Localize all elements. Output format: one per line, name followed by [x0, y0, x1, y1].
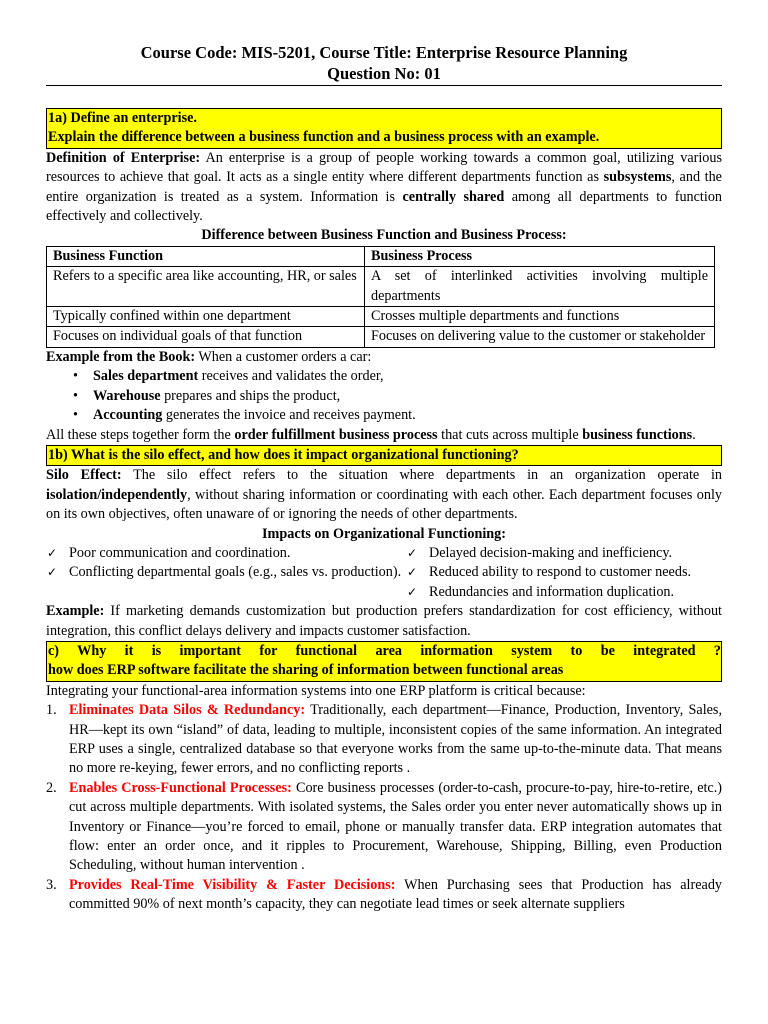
table-cell: Focuses on individual goals of that function [47, 327, 365, 347]
example-summary: All these steps together form the order fulfillment business process that cuts across multiple business functions. [46, 426, 696, 443]
table-cell: Focuses on delivering value to the customer or stakeholder [365, 327, 715, 347]
table-caption: Difference between Business Function and Business Process: [201, 227, 567, 244]
table-cell: Refers to a specific area like accounting, HR, or sales [47, 267, 365, 307]
checkmark-icon: ✓ [407, 545, 418, 560]
document-page [46, 42, 722, 915]
silo-definition: Silo Effect: The silo effect refers to the situation where departments in an organization operate in isolation/independently, without sharing information or coordinating with each other. Each department focuses only on its own objectives, often unaware of or ignoring the needs of other departments. [46, 467, 722, 523]
list-item: ✓ Reduced ability to respond to customer needs. [406, 563, 722, 582]
question-number: Question No: 01 [327, 64, 441, 83]
bullet-icon: • [73, 387, 78, 404]
table-header-row [47, 246, 715, 266]
question-1b-line1: 1b) What is the silo effect, and how does it impact organizational functioning? [48, 446, 519, 463]
list-item: • Sales department receives and validates the order, [93, 367, 722, 386]
enterprise-definition: Definition of Enterprise: An enterprise is a group of people working towards a common goal, utilizing various resources to achieve that goal. It acts as a single entity where different departments function as subsystems, and the entire organization is treated as a system. Information is centrally shared among all departments to function effectively and collectively. [46, 149, 723, 225]
list-item: ✓ Conflicting departmental goals (e.g., sales vs. production). [46, 563, 406, 582]
question-1a-line2: Explain the difference between a business function and a business process with an example. [48, 129, 600, 146]
table-row [47, 267, 715, 307]
checkmark-icon: ✓ [47, 545, 58, 560]
course-title: Course Code: MIS-5201, Course Title: Enterprise Resource Planning [140, 43, 628, 62]
list-item: • Accounting generates the invoice and receives payment. [93, 406, 722, 425]
table-row [47, 307, 715, 327]
list-item: 1. Eliminates Data Silos & Redundancy: Traditionally, each department—Finance, Production, Inventory, Sales, HR—kept its own “island” of data, leading to multiple, inconsistent copies of the same information. An integrated ERP uses a single, centralized database so that everyone works from the same up-to-the-minute data. That means no more re-keying, fewer errors, and no conflicting reports . [46, 702, 722, 777]
example-bullet-list [46, 367, 722, 425]
question-1c-line2: how does ERP software facilitate the sharing of information between functional areas [48, 662, 564, 679]
impacts-heading: Impacts on Organizational Functioning: [262, 525, 506, 542]
integration-numbered-list [46, 701, 722, 914]
comparison-table [46, 246, 715, 348]
table-cell: Crosses multiple departments and functions [365, 307, 715, 327]
list-item: ✓ Delayed decision-making and inefficiency. [406, 544, 722, 563]
list-item: 2. Enables Cross-Functional Processes: Core business processes (order-to-cash, procure-to-pay, hire-to-retire, etc.) cut across multiple departments. With isolated systems, the Sales order you enter never automatically shows up in Inventory or Finance—you’re forced to email, phone or manually transfer data. ERP integration automates that flow: enter an order once, and it ripples to Procurement, Warehouse, Shipping, Billing, even Production Scheduling, without human intervention . [46, 779, 723, 874]
list-item: 3. Provides Real-Time Visibility & Faster Decisions: When Purchasing sees that Production has already committed 90% of next month’s capacity, they can negotiate lead times or seek alternate suppliers [46, 876, 723, 913]
question-1b-box [46, 445, 722, 466]
bullet-icon: • [73, 368, 78, 385]
integration-intro: Integrating your functional-area information systems into one ERP platform is critical because: [46, 682, 586, 699]
list-item: • Warehouse prepares and ships the product, [93, 387, 722, 406]
silo-example: Example: If marketing demands customization but production prefers standardization for cost efficiency, without integration, this conflict delays delivery and impacts customer satisfaction. [46, 603, 722, 639]
table-header-cell: Business Process [365, 246, 715, 266]
header-divider [46, 85, 722, 86]
checkmark-icon: ✓ [47, 565, 58, 580]
question-1a-line1: 1a) Define an enterprise. [48, 110, 197, 126]
table-header-cell: Business Function [47, 246, 365, 266]
table-cell: A set of interlinked activities involving multiple departments [365, 267, 715, 307]
list-item: ✓ Redundancies and information duplication. [406, 583, 722, 602]
checkmark-icon: ✓ [407, 565, 418, 580]
question-1a-box [46, 108, 722, 149]
list-item: ✓ Poor communication and coordination. [46, 544, 406, 563]
impacts-left-column [46, 544, 406, 602]
checkmark-icon: ✓ [407, 584, 418, 599]
question-1c-line1: c) Why it is important for functional area information system to be integrated ? [48, 642, 721, 659]
example-intro: Example from the Book: When a customer orders a car: [46, 348, 372, 365]
table-cell: Typically confined within one department [47, 307, 365, 327]
table-row [47, 327, 715, 347]
impacts-right-column [406, 544, 722, 602]
question-1c-box [46, 641, 722, 682]
bullet-icon: • [73, 407, 78, 424]
impacts-checklist [46, 544, 722, 602]
